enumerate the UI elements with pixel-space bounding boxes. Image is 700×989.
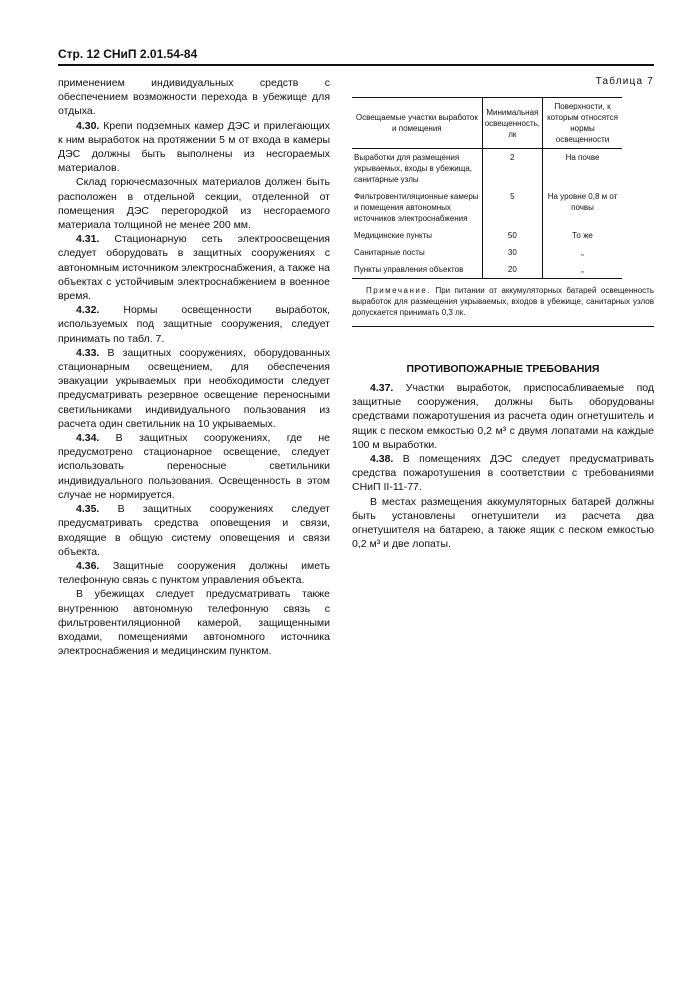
paragraph xyxy=(58,346,330,431)
header-rule xyxy=(58,64,654,66)
paragraph xyxy=(58,502,330,559)
clause-number: 4.34. xyxy=(76,432,100,445)
section-title: ПРОТИВОПОЖАРНЫЕ ТРЕБОВАНИЯ xyxy=(406,363,600,375)
paragraph xyxy=(58,76,330,119)
table-row xyxy=(352,244,622,261)
table-header-areas: Освещаемые участки выработок и помещения xyxy=(352,98,482,149)
clause-number: 4.33. xyxy=(76,346,100,359)
paragraph-text: В помещениях ДЭС следует предусматривать средства пожаротушения в соответствии с требованиями СНиП II-11-77. xyxy=(352,453,654,494)
paragraph-text: Крепи подземных камер ДЭС и прилегающих к ним выработок на протяжении 5 м от входа в камеры ДЭС должны быть выполнены из несгораемых материалов. xyxy=(58,119,330,175)
page-header: Стр. 12 СНиП 2.01.54-84 xyxy=(58,47,198,61)
table-caption: Таблица 7 xyxy=(595,76,654,87)
clause-number: 4.36. xyxy=(76,559,100,572)
paragraph xyxy=(58,587,330,658)
paragraph-text: применением индивидуальных средств с обеспечением возможности перехода в убежище для отдыха. xyxy=(58,77,330,118)
table-cell: Пункты управления объектов xyxy=(352,261,482,279)
table-cell: Медицинские пункты xyxy=(354,231,433,240)
paragraph xyxy=(58,431,330,502)
paragraph xyxy=(58,175,330,232)
table-cell: „ xyxy=(543,261,622,279)
table-row xyxy=(352,188,622,227)
paragraph xyxy=(352,495,654,552)
table-cell: „ xyxy=(543,244,622,261)
paragraph-text: В защитных сооружениях, где не предусмотрено стационарное освещение, следует использовать переносные светильники индивидуального пользования. Освещенность в этом случае не нормируется. xyxy=(58,432,330,501)
paragraph xyxy=(58,303,330,346)
table-cell: На уровне 0,8 м от почвы xyxy=(543,188,622,227)
table-header-surfaces: Поверхности, к которым относятся нормы освещенности xyxy=(543,98,622,149)
paragraph-text: Участки выработок, приспосабливаемые под защитные сооружения, должны быть оборудованы средствами пожаротушения из расчета один огнетушитель и ящик с песком емкостью 0,2 м³ с двумя лопатами на каждые 100 м выработки. xyxy=(352,382,654,451)
paragraph-text: В защитных сооружениях следует предусматривать средства оповещения и связи, входящие в общую систему оповещения и связи объекта. xyxy=(58,503,330,558)
clause-number: 4.38. xyxy=(370,453,394,466)
table-cell: 2 xyxy=(482,149,542,189)
paragraph xyxy=(58,119,330,176)
table-cell: То же xyxy=(543,227,622,244)
table-cell: На почве xyxy=(543,149,622,189)
clause-number: 4.31. xyxy=(76,233,100,246)
table-row xyxy=(352,149,622,189)
paragraph-text: Стационарную сеть электроосвещения следует оборудовать в защитных сооружениях с автономным источником электроснабжения, а также на объектах с устойчивым электроснабжением в военное время. xyxy=(58,233,330,303)
table-cell: 30 xyxy=(482,244,542,261)
table-row xyxy=(352,227,622,244)
paragraph-text: В местах размещения аккумуляторных батарей должны быть установлены огнетушители из расчета два огнетушителя на батарею, а также ящик с песком емкостью 0,2 м³ и две лопаты. xyxy=(352,495,654,551)
table-cell: Санитарные посты xyxy=(354,248,425,257)
clause-number: 4.37. xyxy=(370,382,394,394)
table-header-min-illumination: Минимальная освещенность, лк xyxy=(482,98,542,149)
paragraph-text: Склад горючесмазочных материалов должен быть расположен в отдельной секции, отделенной от помещения ДЭС перегородкой из несгораемого материала толщиной не менее 200 мм. xyxy=(58,176,330,232)
clause-number: 4.32. xyxy=(76,304,100,317)
note-label: Примечание. xyxy=(366,286,432,295)
table-note xyxy=(352,285,654,327)
left-column xyxy=(58,76,330,658)
paragraph-text: Нормы освещенности выработок, используемых под защитные сооружения, следует принимать по табл. 7. xyxy=(58,304,330,345)
table-row xyxy=(352,261,622,279)
table-cell: 50 xyxy=(482,227,542,244)
table-cell: 5 xyxy=(482,188,542,227)
paragraph-text: В убежищах следует предусматривать также внутреннюю автономную телефонную связь с фильтровентиляционной камерой, защищенными входами, помещениями автономного источника электроснабжения и медицинским пунктом. xyxy=(58,588,330,658)
paragraph xyxy=(58,559,330,587)
clause-number: 4.30. xyxy=(76,119,100,132)
paragraph xyxy=(58,232,330,303)
right-column xyxy=(352,76,654,551)
table-cell: Фильтровентиляционные камеры и помещения автономных источников электроснабжения xyxy=(354,192,479,223)
note-text: При питании от аккумуляторных батарей освещенность выработок для размещения укрываемых, входов в убежище, санитарных узлов допускается принимать 0,3 лк. xyxy=(352,286,654,317)
clause-number: 4.35. xyxy=(76,503,100,516)
table-cell: Выработки для размещения укрываемых, входы в убежища, санитарные узлы xyxy=(354,153,473,184)
paragraph-text: В защитных сооружениях, оборудованных стационарным освещением, для обеспечения эвакуации укрываемых при необходимости следует предусматривать резервное освещение переносными светильниками индивидуального пользования из расчета один светильник на 10 укрываемых. xyxy=(58,346,330,430)
paragraph xyxy=(352,452,654,495)
paragraph-text: Защитные сооружения должны иметь телефонную связь с пунктом управления объекта. xyxy=(58,559,330,587)
right-paragraphs xyxy=(352,381,654,551)
illumination-table xyxy=(352,97,622,279)
paragraph xyxy=(352,381,654,452)
table-cell: 20 xyxy=(482,261,542,279)
